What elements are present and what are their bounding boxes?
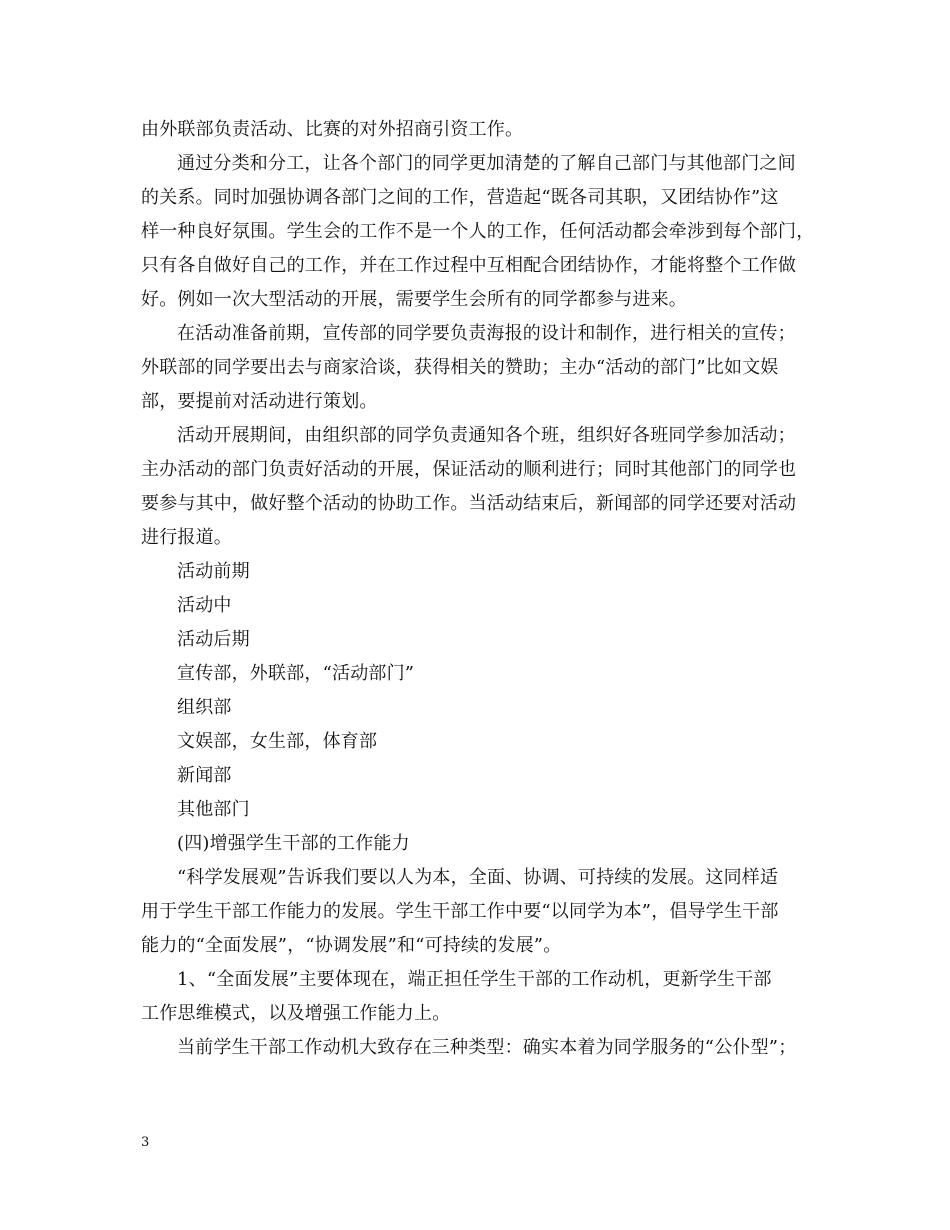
text-line: 样一种良好氛围。学生会的工作不是一个人的工作，任何活动都会牵涉到每个部门， [141, 221, 815, 242]
text-line: 能力的“全面发展”，“协调发展”和“可持续的发展”。 [141, 935, 562, 956]
text-line: 主办活动的部门负责好活动的开展，保证活动的顺利进行；同时其他部门的同学也 [141, 459, 797, 480]
text-line: 通过分类和分工，让各个部门的同学更加清楚的了解自己部门与其他部门之间 [177, 153, 796, 174]
list-item: 新闻部 [177, 765, 232, 786]
list-item: 组织部 [177, 697, 232, 718]
text-line: 只有各自做好自己的工作，并在工作过程中互相配合团结协作，才能将整个工作做 [141, 255, 797, 276]
text-line: 用于学生干部工作能力的发展。学生干部工作中要“以同学为本”，倡导学生干部 [141, 901, 779, 922]
list-item: 活动前期 [177, 561, 250, 582]
text-line: 部，要提前对活动进行策划。 [141, 391, 378, 412]
page-number: 3 [141, 1135, 150, 1150]
text-line: 在活动准备前期，宣传部的同学要负责海报的设计和制作，进行相关的宣传； [177, 323, 796, 344]
text-line: “科学发展观”告诉我们要以人为本，全面、协调、可持续的发展。这同样适 [177, 867, 779, 888]
text-line: 1、“全面发展”主要体现在，端正担任学生干部的工作动机，更新学生干部 [177, 969, 772, 990]
text-line: 活动开展期间，由组织部的同学负责通知各个班，组织好各班同学参加活动； [177, 425, 796, 446]
text-line: 要参与其中，做好整个活动的协助工作。当活动结束后，新闻部的同学还要对活动 [141, 493, 797, 514]
text-line: 好。例如一次大型活动的开展，需要学生会所有的同学都参与进来。 [141, 289, 687, 310]
list-item: 活动中 [177, 595, 232, 616]
text-line: 的关系。同时加强协调各部门之间的工作，营造起“既各司其职，又团结协作”这 [141, 187, 779, 208]
list-item: 其他部门 [177, 799, 250, 820]
list-item: 文娱部，女生部，体育部 [177, 731, 378, 752]
text-line: 工作思维模式，以及增强工作能力上。 [141, 1003, 451, 1024]
list-item: 宣传部，外联部，“活动部门” [177, 663, 415, 684]
text-line: 外联部的同学要出去与商家洽谈，获得相关的赞助；主办“活动的部门”比如文娱 [141, 357, 779, 378]
text-line: 由外联部负责活动、比赛的对外招商引资工作。 [141, 119, 524, 140]
text-line: 进行报道。 [141, 527, 232, 548]
section-heading: (四)增强学生干部的工作能力 [177, 833, 410, 854]
text-line: 当前学生干部工作动机大致存在三种类型：确实本着为同学服务的“公仆型”； [177, 1037, 797, 1058]
list-item: 活动后期 [177, 629, 250, 650]
